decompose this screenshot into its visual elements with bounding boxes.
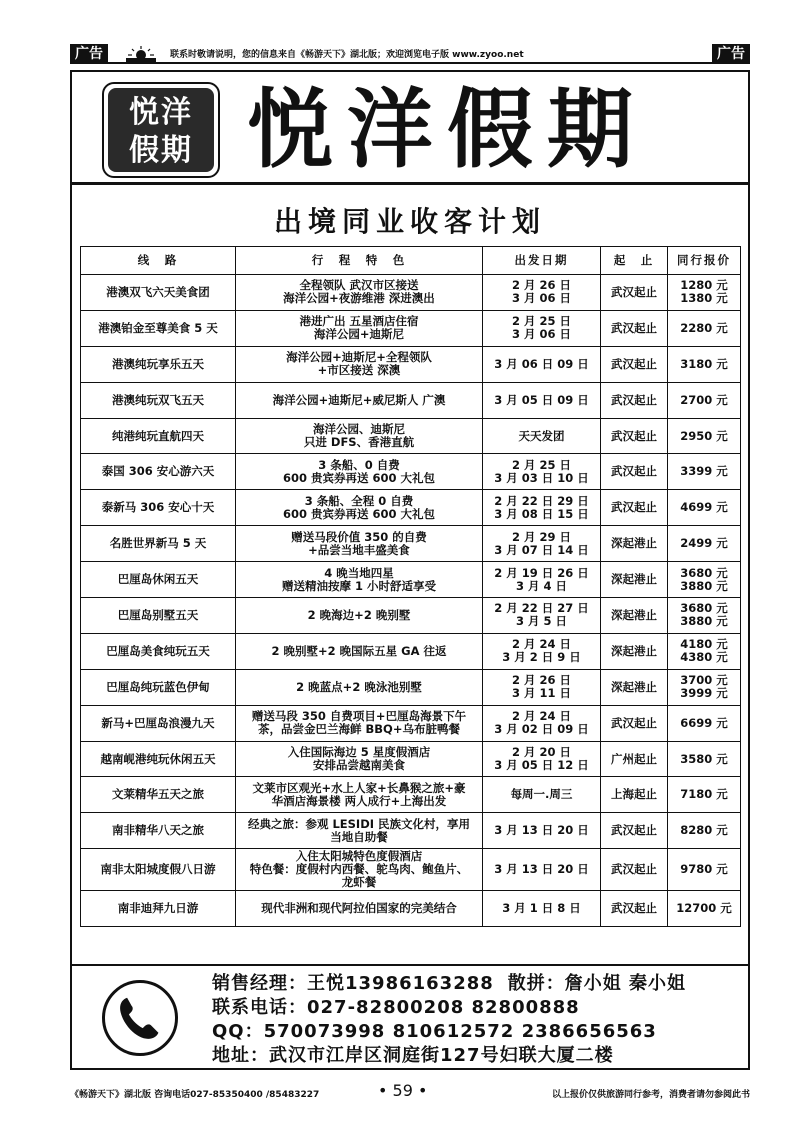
features-cell-line: 全程领队 武汉市区接送 — [299, 278, 419, 293]
price-cell-line: 3700 元 — [680, 673, 728, 688]
dates-cell-line: 3 月 5 日 — [515, 614, 567, 629]
features-cell — [236, 454, 483, 490]
features-cell — [236, 891, 483, 927]
features-cell-line: 安排品尝越南美食 — [313, 758, 405, 773]
dates-cell — [483, 669, 601, 705]
table-row — [81, 454, 741, 490]
dates-cell-line: 3 月 1 日 8 日 — [502, 901, 581, 916]
table-row — [81, 777, 741, 813]
table-row — [81, 891, 741, 927]
origin-cell-line: 武汉起止 — [611, 320, 657, 335]
header-route: 线 路 — [81, 247, 236, 275]
price-cell — [668, 454, 741, 490]
features-cell-line: 海洋公园+迪斯尼+全程领队 — [286, 350, 432, 365]
origin-cell-line: 武汉起止 — [611, 715, 657, 730]
price-cell — [668, 849, 741, 891]
route-cell-line: 新马+巴厘岛浪漫九天 — [101, 715, 215, 730]
features-cell — [236, 777, 483, 813]
phone-value: 027-82800208 82800888 — [307, 997, 580, 1018]
price-cell — [668, 562, 741, 598]
price-cell — [668, 490, 741, 526]
dates-cell — [483, 490, 601, 526]
dates-cell-line: 3 月 07 日 14 日 — [494, 542, 589, 557]
route-cell-line: 巴厘岛别墅五天 — [117, 607, 199, 622]
origin-cell — [601, 741, 668, 777]
top-bar — [70, 44, 750, 64]
logo-text-line-2: 假期 — [129, 133, 193, 168]
features-cell-line: 2 晚别墅+2 晚国际五星 GA 往返 — [271, 643, 447, 658]
dates-cell — [483, 526, 601, 562]
features-cell-line: 4 晚当地四星 — [324, 565, 394, 580]
origin-cell — [601, 275, 668, 311]
price-cell — [668, 777, 741, 813]
price-cell — [668, 418, 741, 454]
price-cell-line: 3999 元 — [680, 686, 728, 701]
table-row — [81, 705, 741, 741]
dates-cell-line: 2 月 20 日 — [511, 745, 572, 760]
price-cell — [668, 891, 741, 927]
features-cell-line: 入住太阳城特色度假酒店 — [295, 849, 423, 864]
features-cell-line: 3 条船、全程 0 自费 — [304, 493, 414, 508]
price-cell-line: 3880 元 — [680, 614, 728, 629]
header-divider — [72, 182, 748, 185]
price-cell-line: 3180 元 — [680, 356, 728, 371]
origin-cell-line: 深起港止 — [611, 572, 657, 587]
route-cell-line: 泰国 306 安心游六天 — [101, 464, 215, 479]
table-row — [81, 418, 741, 454]
dates-cell — [483, 418, 601, 454]
price-cell-line: 2950 元 — [680, 428, 728, 443]
dates-cell-line: 2 月 25 日 — [511, 314, 572, 329]
dates-cell-line: 3 月 03 日 10 日 — [494, 470, 589, 485]
features-cell-line: +市区接送 深澳 — [317, 363, 401, 378]
price-cell — [668, 813, 741, 849]
dates-cell-line: 每周一.周三 — [510, 787, 573, 802]
address-label: 地址： — [212, 1045, 269, 1066]
price-cell — [668, 669, 741, 705]
dates-cell — [483, 310, 601, 346]
source-notice: 联系时敬请说明，您的信息来自《畅游天下》湖北版；欢迎浏览电子版 www.zyoo.net — [170, 50, 524, 60]
dates-cell — [483, 562, 601, 598]
route-cell — [81, 562, 236, 598]
dates-cell-line: 3 月 2 日 9 日 — [502, 650, 581, 665]
features-cell-line: 只进 DFS、香港直航 — [303, 435, 415, 449]
ad-label-left: 广告 — [70, 44, 108, 64]
origin-cell-line: 武汉起止 — [611, 823, 657, 838]
page-number: • 59 • — [378, 1081, 428, 1100]
price-cell-line: 4699 元 — [680, 500, 728, 515]
price-cell-line: 3399 元 — [680, 464, 728, 479]
table-row — [81, 275, 741, 311]
price-cell-line: 4380 元 — [680, 650, 728, 665]
table-header-row — [81, 247, 741, 275]
features-cell-line: 茶，品尝金巴兰海鲜 BBQ+乌布脏鸭餐 — [258, 722, 460, 737]
dates-cell — [483, 777, 601, 813]
price-cell-line: 3680 元 — [680, 601, 728, 616]
features-cell-line: 海洋公园+迪斯尼+威尼斯人 广澳 — [272, 392, 446, 407]
origin-cell-line: 武汉起止 — [611, 284, 657, 299]
section-title: 出境同业收客计划 — [273, 205, 546, 238]
origin-cell-line: 武汉起止 — [611, 464, 657, 479]
features-cell — [236, 526, 483, 562]
dates-cell — [483, 598, 601, 634]
features-cell — [236, 705, 483, 741]
features-cell — [236, 382, 483, 418]
phone-label: 联系电话： — [212, 997, 307, 1018]
qq-value: 570073998 810612572 2386656563 — [263, 1021, 657, 1042]
route-cell — [81, 633, 236, 669]
table-row — [81, 526, 741, 562]
contact-section — [72, 966, 748, 1070]
brand-title: 悦洋假期 — [247, 79, 647, 180]
features-cell-line: 2 晚蓝点+2 晚泳池别墅 — [296, 679, 422, 694]
features-cell-line: 龙虾餐 — [341, 875, 377, 890]
price-cell-line: 1280 元 — [680, 278, 728, 293]
features-cell — [236, 562, 483, 598]
features-cell-line: 现代非洲和现代阿拉伯国家的完美结合 — [261, 901, 457, 916]
scatter-label: 散拼： — [507, 973, 565, 994]
route-cell — [81, 418, 236, 454]
tour-plan-table — [80, 246, 741, 927]
origin-cell — [601, 490, 668, 526]
price-cell-line: 6699 元 — [680, 715, 728, 730]
footer-disclaimer: 以上报价仅供旅游同行参考，消费者请勿参阅此书 — [551, 1090, 750, 1100]
features-cell — [236, 633, 483, 669]
dates-cell-line: 2 月 26 日 — [511, 673, 572, 688]
price-cell — [668, 275, 741, 311]
table-body — [81, 275, 741, 927]
origin-cell — [601, 382, 668, 418]
features-cell-line: 海洋公园+迪斯尼 — [313, 327, 405, 342]
origin-cell-line: 武汉起止 — [611, 901, 657, 916]
price-cell-line: 9780 元 — [680, 862, 728, 877]
origin-cell — [601, 346, 668, 382]
route-cell — [81, 275, 236, 311]
dates-cell-line: 3 月 06 日 — [511, 291, 572, 306]
route-cell — [81, 813, 236, 849]
origin-cell — [601, 526, 668, 562]
features-cell-line: 600 贵宾券再送 600 大礼包 — [282, 470, 436, 485]
origin-cell-line: 深起港止 — [611, 536, 657, 551]
dates-cell-line: 2 月 22 日 27 日 — [494, 601, 589, 616]
origin-cell — [601, 418, 668, 454]
dates-cell — [483, 705, 601, 741]
table-row — [81, 562, 741, 598]
origin-cell-line: 武汉起止 — [611, 500, 657, 515]
route-cell-line: 南非迪拜九日游 — [117, 901, 199, 916]
price-cell — [668, 633, 741, 669]
price-cell-line: 7180 元 — [680, 787, 728, 802]
ad-label-right: 广告 — [712, 44, 750, 64]
route-cell-line: 巴厘岛休闲五天 — [117, 572, 199, 587]
price-cell-line: 4180 元 — [680, 637, 728, 652]
table-row — [81, 849, 741, 891]
dates-cell — [483, 346, 601, 382]
features-cell-line: 文莱市区观光+水上人家+长鼻猴之旅+豪 — [252, 780, 466, 795]
route-cell-line: 南非太阳城度假八日游 — [100, 862, 216, 877]
address-line — [212, 1044, 748, 1068]
dates-cell — [483, 454, 601, 490]
price-cell-line: 3580 元 — [680, 751, 728, 766]
features-cell — [236, 490, 483, 526]
table-row — [81, 310, 741, 346]
origin-cell — [601, 598, 668, 634]
features-cell-line: 600 贵宾券再送 600 大礼包 — [282, 506, 436, 521]
route-cell — [81, 346, 236, 382]
table-row — [81, 382, 741, 418]
route-cell-line: 文莱精华五天之旅 — [112, 787, 204, 802]
dates-cell — [483, 813, 601, 849]
price-cell — [668, 598, 741, 634]
price-cell-line: 2499 元 — [680, 536, 728, 551]
features-cell — [236, 849, 483, 891]
route-cell — [81, 705, 236, 741]
sales-value: 王悦13986163288 — [307, 973, 494, 994]
features-cell-line: 海洋公园、迪斯尼 — [313, 422, 405, 436]
route-cell-line: 港澳纯玩双飞五天 — [112, 392, 204, 407]
route-cell-line: 巴厘岛美食纯玩五天 — [106, 643, 210, 658]
features-cell — [236, 813, 483, 849]
qq-label: QQ： — [212, 1021, 264, 1042]
price-cell — [668, 741, 741, 777]
telephone-icon — [102, 980, 178, 1056]
magazine-logo-icon — [122, 45, 160, 63]
dates-cell-line: 2 月 25 日 — [511, 457, 572, 472]
dates-cell-line: 3 月 05 日 09 日 — [494, 392, 589, 407]
origin-cell — [601, 633, 668, 669]
price-cell — [668, 346, 741, 382]
features-cell — [236, 418, 483, 454]
route-cell-line: 南非精华八天之旅 — [112, 823, 204, 838]
route-cell-line: 港澳双飞六天美食团 — [106, 284, 210, 299]
route-cell-line: 越南岘港纯玩休闲五天 — [100, 751, 216, 766]
route-cell — [81, 849, 236, 891]
price-cell — [668, 705, 741, 741]
dates-cell-line: 2 月 24 日 — [511, 709, 572, 724]
route-cell — [81, 454, 236, 490]
features-cell — [236, 275, 483, 311]
sales-line — [212, 972, 748, 996]
route-cell-line: 名胜世界新马 5 天 — [109, 536, 207, 551]
route-cell — [81, 741, 236, 777]
origin-cell — [601, 849, 668, 891]
qq-line — [212, 1020, 748, 1044]
dates-cell — [483, 633, 601, 669]
route-cell — [81, 382, 236, 418]
features-cell-line: 海洋公园+夜游维港 深进澳出 — [283, 291, 435, 306]
origin-cell-line: 上海起止 — [611, 787, 657, 802]
dates-cell-line: 3 月 08 日 15 日 — [494, 506, 589, 521]
features-cell-line: +品尝当地丰盛美食 — [308, 542, 410, 557]
origin-cell-line: 深起港止 — [611, 643, 657, 658]
price-cell — [668, 526, 741, 562]
features-cell-line: 3 条船、0 自费 — [318, 457, 400, 472]
route-cell — [81, 777, 236, 813]
price-cell-line: 3680 元 — [680, 565, 728, 580]
route-cell-line: 港澳纯玩享乐五天 — [112, 356, 204, 371]
brand-logo-mark — [108, 88, 214, 172]
features-cell — [236, 598, 483, 634]
price-cell — [668, 382, 741, 418]
dates-cell-line: 天天发团 — [518, 428, 565, 443]
header-dates: 出发日期 — [483, 247, 601, 275]
table-row — [81, 346, 741, 382]
features-cell-line: 港进广出 五星酒店住宿 — [299, 314, 419, 329]
features-cell-line: 赠送马段 350 自费项目+巴厘岛海景下午 — [251, 709, 467, 724]
route-cell — [81, 669, 236, 705]
features-cell-line: 赠送精油按摩 1 小时舒适享受 — [281, 578, 436, 593]
features-cell-line: 2 晚海边+2 晚别墅 — [307, 607, 411, 622]
scatter-value: 詹小姐 秦小姐 — [564, 973, 687, 994]
route-cell — [81, 526, 236, 562]
origin-cell-line: 武汉起止 — [611, 356, 657, 371]
features-cell-line: 经典之旅：参观 LESIDI 民族文化村，享用 — [247, 816, 471, 831]
dates-cell-line: 3 月 13 日 20 日 — [494, 823, 589, 838]
origin-cell-line: 深起港止 — [611, 607, 657, 622]
origin-cell — [601, 891, 668, 927]
table-row — [81, 598, 741, 634]
route-cell — [81, 598, 236, 634]
sales-label: 销售经理： — [212, 973, 307, 994]
origin-cell — [601, 777, 668, 813]
price-cell-line: 2700 元 — [680, 392, 728, 407]
origin-cell — [601, 454, 668, 490]
advert-frame — [70, 70, 750, 1070]
features-cell — [236, 669, 483, 705]
dates-cell — [483, 275, 601, 311]
dates-cell-line: 3 月 11 日 — [511, 686, 572, 701]
logo-text-line-1: 悦洋 — [129, 95, 193, 130]
features-cell-line: 入住国际海边 5 星度假酒店 — [287, 745, 431, 760]
price-cell — [668, 310, 741, 346]
price-cell-line: 12700 元 — [676, 901, 732, 916]
origin-cell-line: 武汉起止 — [611, 392, 657, 407]
origin-cell — [601, 813, 668, 849]
origin-cell — [601, 705, 668, 741]
route-cell — [81, 891, 236, 927]
header-features: 行 程 特 色 — [236, 247, 483, 275]
dates-cell-line: 3 月 4 日 — [515, 578, 567, 593]
features-cell-line: 华酒店海景楼 两人成行+上海出发 — [271, 793, 447, 808]
features-cell-line: 当地自助餐 — [330, 829, 388, 844]
dates-cell-line: 2 月 19 日 26 日 — [494, 565, 589, 580]
price-cell-line: 1380 元 — [680, 291, 728, 306]
price-cell-line: 8280 元 — [680, 823, 728, 838]
route-cell-line: 港澳铂金至尊美食 5 天 — [98, 320, 218, 335]
dates-cell-line: 2 月 24 日 — [511, 637, 572, 652]
features-cell-line: 赠送马段价值 350 的自费 — [291, 529, 427, 544]
table-row — [81, 813, 741, 849]
features-cell — [236, 741, 483, 777]
footer-publisher: 《畅游天下》湖北版 咨询电话027-85350400 /85483227 — [70, 1090, 320, 1100]
address-value: 武汉市江岸区洞庭街127号妇联大厦二楼 — [269, 1045, 614, 1066]
dates-cell-line: 3 月 05 日 12 日 — [494, 758, 589, 773]
table-row — [81, 741, 741, 777]
dates-cell-line: 2 月 26 日 — [511, 278, 572, 293]
header-price: 同行报价 — [668, 247, 741, 275]
route-cell-line: 纯港纯玩直航四天 — [112, 428, 204, 443]
dates-cell-line: 3 月 06 日 — [511, 327, 572, 342]
origin-cell-line: 武汉起止 — [611, 862, 657, 877]
route-cell-line: 泰新马 306 安心十天 — [101, 500, 215, 515]
route-cell-line: 巴厘岛纯玩蓝色伊甸 — [106, 679, 210, 694]
dates-cell-line: 2 月 22 日 29 日 — [494, 493, 589, 508]
phone-line — [212, 996, 748, 1020]
dates-cell-line: 2 月 29 日 — [511, 529, 572, 544]
features-cell — [236, 346, 483, 382]
dates-cell — [483, 382, 601, 418]
dates-cell-line: 3 月 02 日 09 日 — [494, 722, 589, 737]
origin-cell — [601, 669, 668, 705]
brand-logo — [102, 82, 220, 178]
route-cell — [81, 310, 236, 346]
table-row — [81, 669, 741, 705]
dates-cell — [483, 741, 601, 777]
origin-cell-line: 广州起止 — [611, 751, 657, 766]
route-cell — [81, 490, 236, 526]
price-cell-line: 3880 元 — [680, 578, 728, 593]
price-cell-line: 2280 元 — [680, 320, 728, 335]
header-origin: 起 止 — [601, 247, 668, 275]
table-row — [81, 490, 741, 526]
dates-cell — [483, 891, 601, 927]
origin-cell-line: 武汉起止 — [611, 428, 657, 443]
page-footer — [70, 1083, 750, 1103]
origin-cell — [601, 310, 668, 346]
contact-lines — [212, 972, 748, 1068]
table-row — [81, 633, 741, 669]
features-cell-line: 特色餐：度假村内西餐、鸵鸟肉、鲍鱼片、 — [249, 862, 469, 877]
origin-cell — [601, 562, 668, 598]
features-cell — [236, 310, 483, 346]
origin-cell-line: 深起港止 — [611, 679, 657, 694]
dates-cell-line: 3 月 13 日 20 日 — [494, 862, 589, 877]
dates-cell — [483, 849, 601, 891]
dates-cell-line: 3 月 06 日 09 日 — [494, 356, 589, 371]
